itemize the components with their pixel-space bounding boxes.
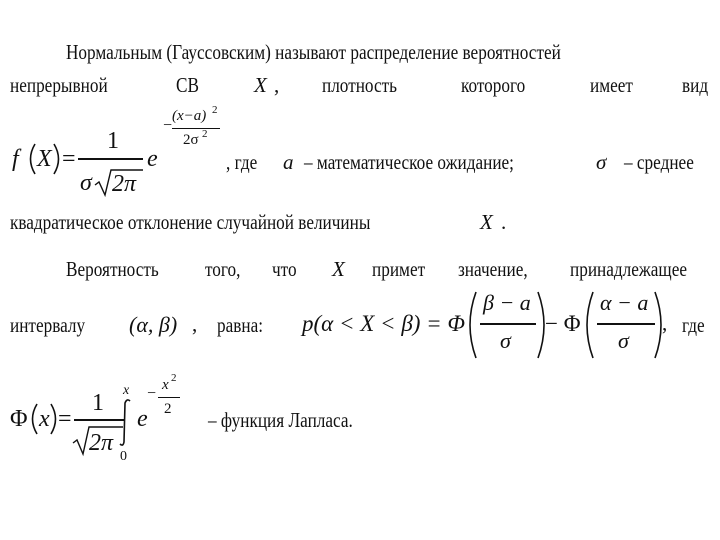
density-den-2pi: 2π xyxy=(112,171,137,197)
p2-word-ravna: равна: xyxy=(217,313,264,337)
frac1-open-paren xyxy=(463,290,479,360)
frac2-denominator: σ xyxy=(618,328,629,353)
p2-word-znachenie: значение, xyxy=(458,257,528,281)
prob-minus-phi: − Φ xyxy=(545,311,581,336)
density-exp-den: 2σ xyxy=(183,132,199,148)
p1-var-a: a xyxy=(283,150,294,174)
frac2-numerator: α − a xyxy=(600,290,649,315)
p2-var-x: X xyxy=(332,257,345,281)
prob-lhs: p(α < X < β) = Φ xyxy=(302,311,465,336)
density-equals: = xyxy=(62,146,76,172)
frac1-denominator: σ xyxy=(500,328,511,353)
p1-var-x: X xyxy=(254,73,267,97)
p2-comma: , xyxy=(192,312,198,336)
p1-comma: , xyxy=(274,73,280,97)
p2-word-togo: того, xyxy=(205,257,241,281)
density-den-sigma: σ xyxy=(80,170,92,196)
p2-word-primet: примет xyxy=(372,257,426,281)
p2-word-gde: где xyxy=(682,313,705,337)
integral-icon xyxy=(118,398,134,448)
density-fraction-bar xyxy=(78,158,143,160)
laplace-exp-bar xyxy=(158,397,180,398)
p1-srednee: – среднее xyxy=(624,150,694,174)
laplace-upper-limit: x xyxy=(123,383,130,398)
p1-word-vid: вид xyxy=(682,73,709,97)
p1-word-plotnost: плотность xyxy=(322,73,398,97)
frac2-bar xyxy=(597,323,655,325)
frac2-open-paren xyxy=(580,290,596,360)
p1-where: , где xyxy=(226,150,258,174)
p1-expectation-text: – математическое ожидание; xyxy=(304,150,514,174)
p2-word-prinadlezhashchee: принадлежащее xyxy=(570,257,687,281)
frac1-numerator: β − a xyxy=(483,290,531,315)
p1-line4: квадратическое отклонение случайной величины xyxy=(10,210,371,234)
laplace-equals: = xyxy=(58,406,72,432)
density-lhs-open-paren xyxy=(24,142,38,176)
p1-word-sv: СВ xyxy=(176,73,199,97)
p2-word-intervalu: интервалу xyxy=(10,313,86,337)
laplace-exp-den: 2 xyxy=(164,401,172,417)
density-exp-num: (x−a) xyxy=(172,108,207,124)
p1-line4-dot: . xyxy=(501,210,507,234)
laplace-lhs-phi: Φ xyxy=(10,406,28,432)
prob-trailing-comma: , xyxy=(662,311,668,335)
laplace-den-2pi: 2π xyxy=(89,430,114,456)
laplace-exp-minus: − xyxy=(147,385,157,402)
density-exp-num-pow: 2 xyxy=(212,104,218,116)
laplace-fraction-bar xyxy=(74,419,124,421)
paragraph1-line1: Нормальным (Гауссовским) называют распределение вероятностей xyxy=(66,40,561,64)
frac1-bar xyxy=(480,323,536,325)
laplace-exp-num: x xyxy=(162,377,169,393)
density-exp-bar xyxy=(172,128,220,129)
laplace-lhs-x: x xyxy=(39,406,50,432)
p2-word-chto: что xyxy=(272,257,297,281)
p2-word-veroyatnost: Вероятность xyxy=(66,257,159,281)
laplace-exp-num-pow: 2 xyxy=(171,372,177,384)
p1-word-imeet: имеет xyxy=(590,73,633,97)
p1-word-nepreryvnoy: непрерывной xyxy=(10,73,108,97)
density-numerator: 1 xyxy=(107,128,119,154)
p1-line4-var-x: X xyxy=(480,210,493,234)
density-lhs-f: f xyxy=(12,146,19,172)
laplace-integrand-e: e xyxy=(137,406,148,432)
density-exp-base: e xyxy=(147,146,158,172)
p1-word-kotorogo: которого xyxy=(461,73,526,97)
laplace-tail-text: – функция Лапласа. xyxy=(208,408,353,432)
p1-var-sigma: σ xyxy=(596,150,607,174)
p2-interval: (α, β) xyxy=(129,312,178,337)
laplace-open-paren xyxy=(26,402,40,436)
density-exp-den-pow: 2 xyxy=(202,128,208,140)
density-lhs-x: X xyxy=(37,146,52,172)
laplace-numerator: 1 xyxy=(92,390,104,416)
laplace-lower-limit: 0 xyxy=(120,449,127,464)
density-exp-minus: − xyxy=(163,117,173,134)
